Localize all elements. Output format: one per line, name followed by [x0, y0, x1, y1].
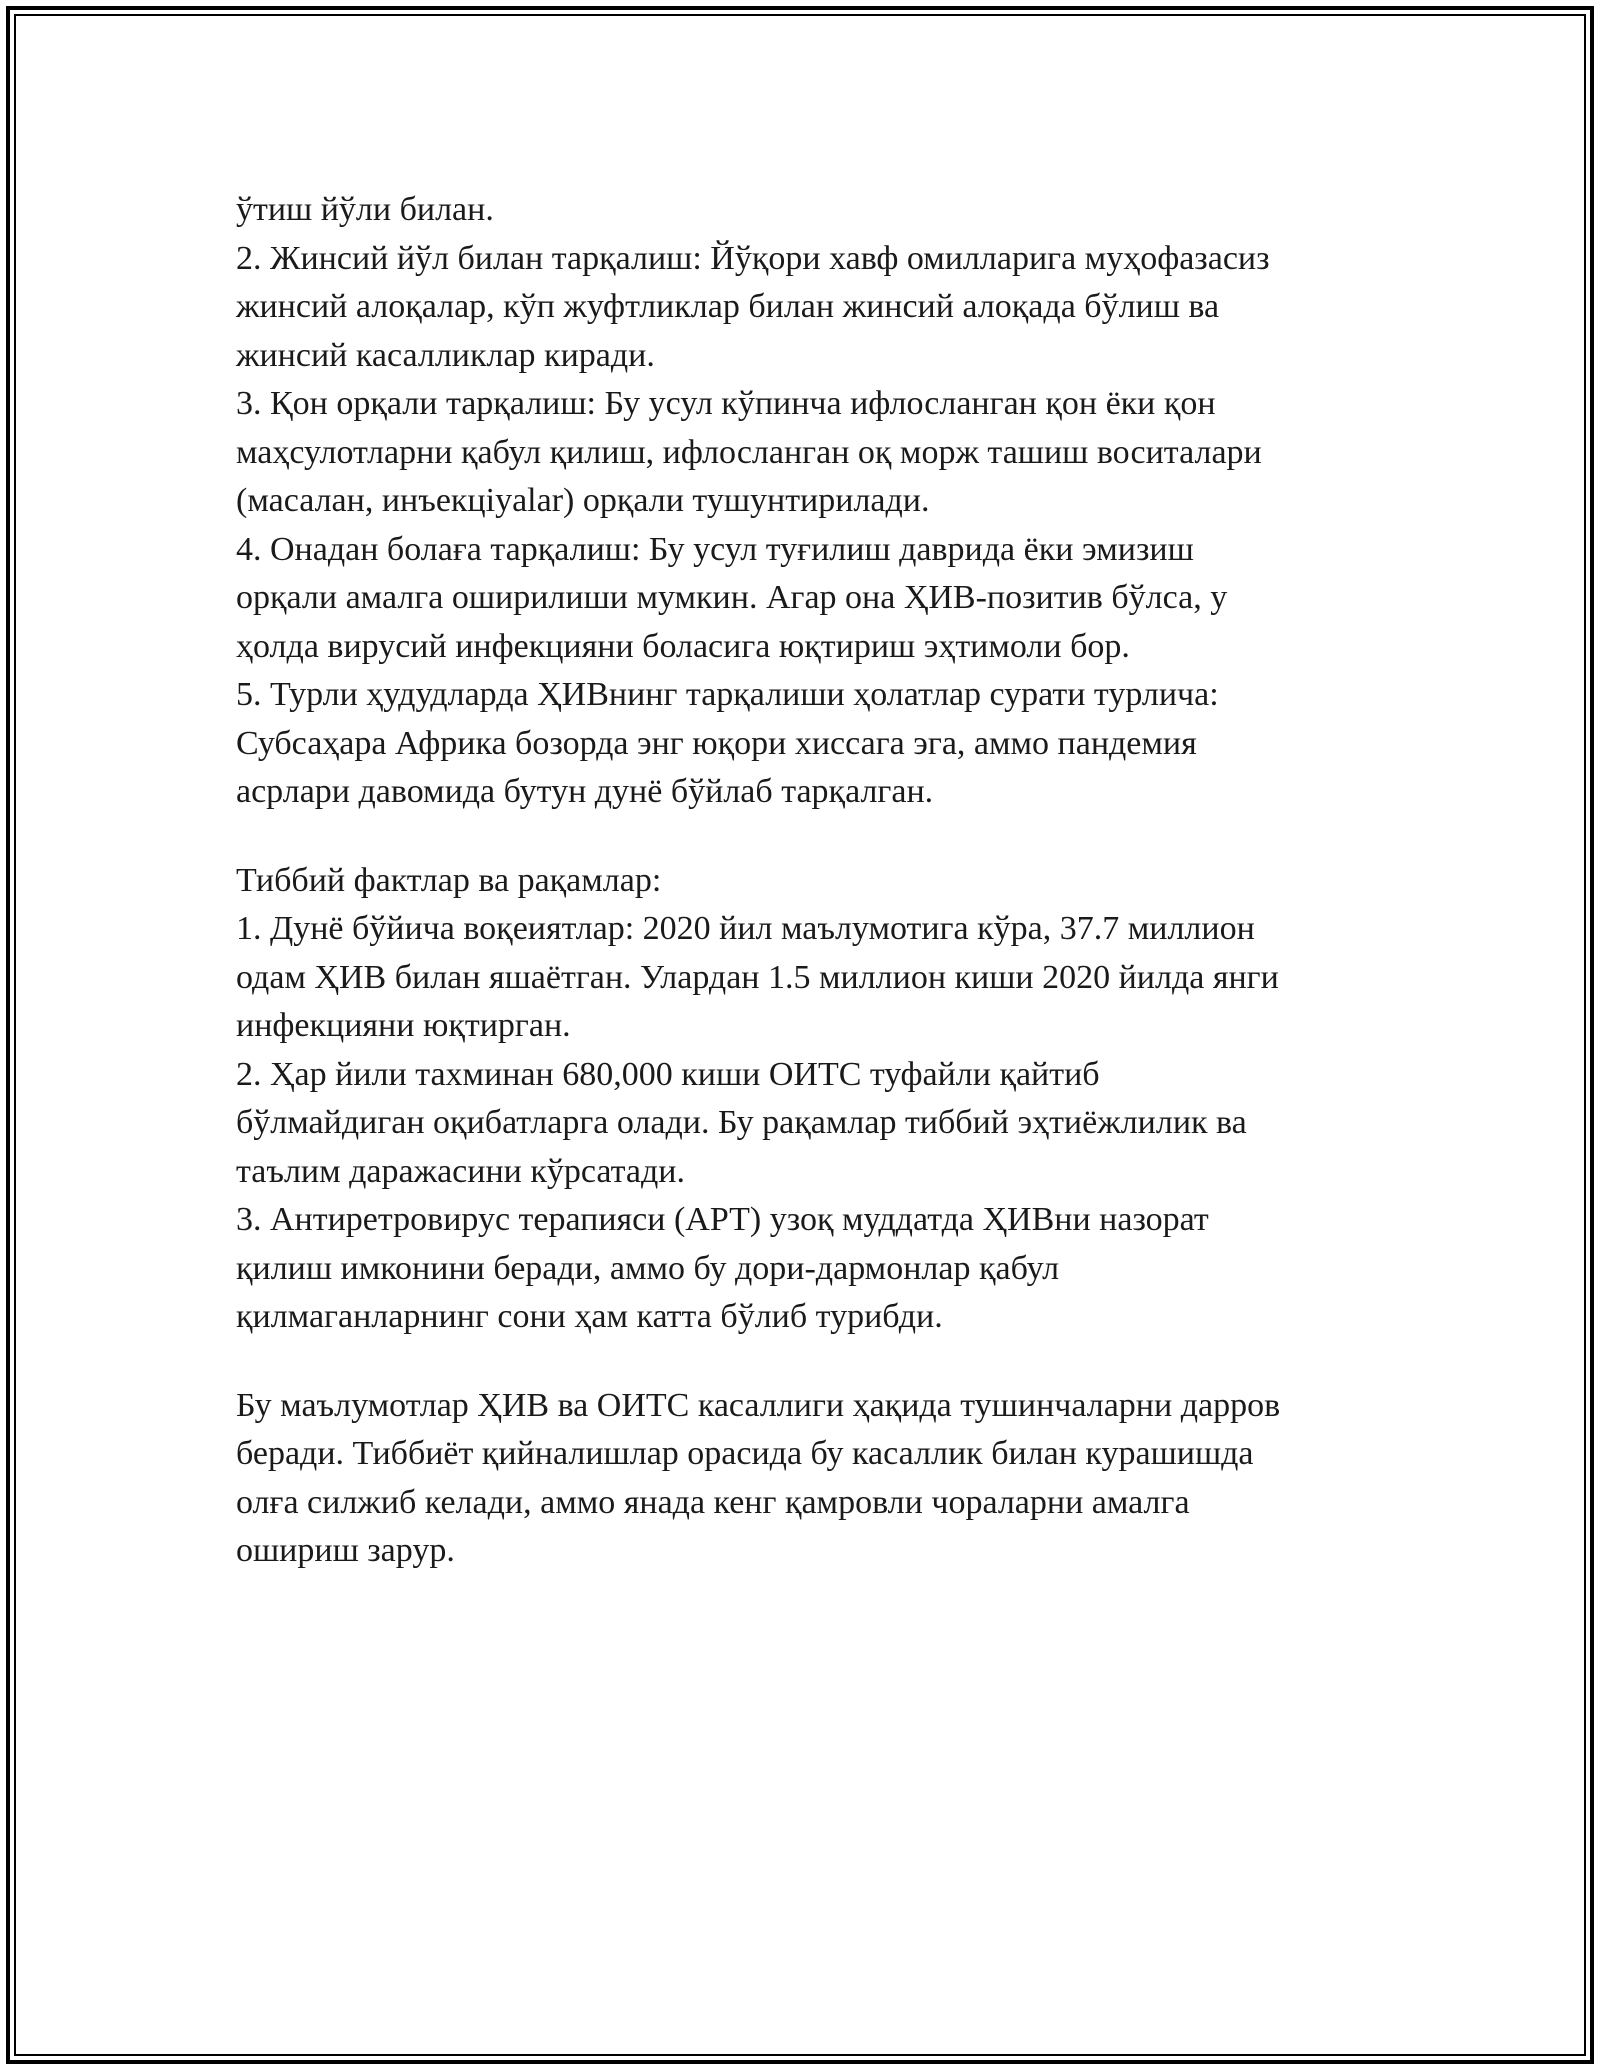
paragraph-gap	[236, 1342, 1396, 1382]
text-line: қилмаганларнинг сони ҳам катта бўлиб турибди.	[236, 1298, 943, 1335]
text-line: маҳсулотларни қабул қилиш, ифлосланган оқ морж ташиш воситалари	[236, 433, 1262, 471]
paragraph-transmission-routes	[236, 186, 1396, 817]
text-line: асрлари давомида бутун дунё бўйлаб тарқалган.	[236, 773, 934, 810]
document-body	[236, 186, 1396, 1576]
text-line: (масалан, инъекціyalar) орқали тушунтирилади.	[236, 482, 930, 519]
paragraph-gap	[236, 817, 1396, 857]
text-line: ошириш зарур.	[236, 1532, 455, 1569]
text-line: олға силжиб келади, аммо янада кенг қамровли чораларни амалга	[236, 1483, 1190, 1521]
text-line: 4. Онадан болаға тарқалиш: Бу усул туғилиш даврида ёки эмизиш	[236, 530, 1194, 568]
text-line: жинсий касалликлар киради.	[236, 336, 655, 374]
text-line: ўтиш йўли билан.	[236, 191, 494, 228]
text-line: орқали амалга оширилиши мумкин. Агар она ҲИВ-позитив бўлса, у	[236, 579, 1228, 616]
text-line: инфекцияни юқтирган.	[236, 1007, 571, 1044]
section-heading: Тиббий фактлар ва рақамлар:	[236, 861, 662, 899]
text-line: ҳолда вирусий инфекцияни боласига юқтириш эҳтимоли бор.	[236, 627, 1130, 665]
text-line: қилиш имконини беради, аммо бу дори-дармонлар қабул	[236, 1249, 1060, 1287]
text-line: 3. Антиретровирус терапияси (АРТ) узоқ муддатда ҲИВни назорат	[236, 1201, 1209, 1238]
text-line: беради. Тиббиёт қийналишлар орасида бу касаллик билан курашишда	[236, 1435, 1254, 1472]
text-line: 5. Турли ҳудудларда ҲИВнинг тарқалиши ҳолатлар сурати турлича:	[236, 676, 1219, 713]
paragraph-medical-facts	[236, 857, 1396, 1342]
text-line: бўлмайдиган оқибатларга олади. Бу рақамлар тиббий эҳтиёжлилик ва	[236, 1104, 1247, 1141]
paragraph-conclusion	[236, 1382, 1396, 1576]
text-line: Субсаҳара Африка бозорда энг юқори хиссага эга, аммо пандемия	[236, 724, 1197, 762]
text-line: Бу маълумотлар ҲИВ ва ОИТС касаллиги ҳақида тушинчаларни дарров	[236, 1386, 1281, 1424]
text-line: одам ҲИВ билан яшаётган. Улардан 1.5 миллион киши 2020 йилда янги	[236, 958, 1279, 996]
text-line: таълим даражасини кўрсатади.	[236, 1152, 685, 1190]
text-line: 1. Дунё бўйича воқеиятлар: 2020 йил маълумотига кўра, 37.7 миллион	[236, 910, 1255, 947]
text-line: 2. Ҳар йили тахминан 680,000 киши ОИТС туфайли қайтиб	[236, 1055, 1100, 1093]
text-line: 3. Қон орқали тарқалиш: Бу усул кўпинча ифлосланган қон ёки қон	[236, 385, 1216, 422]
text-line: жинсий алоқалар, кўп жуфтликлар билан жинсий алоқада бўлиш ва	[236, 288, 1220, 325]
text-line: 2. Жинсий йўл билан тарқалиш: Йўқори хавф омилларига муҳофазасиз	[236, 239, 1270, 277]
